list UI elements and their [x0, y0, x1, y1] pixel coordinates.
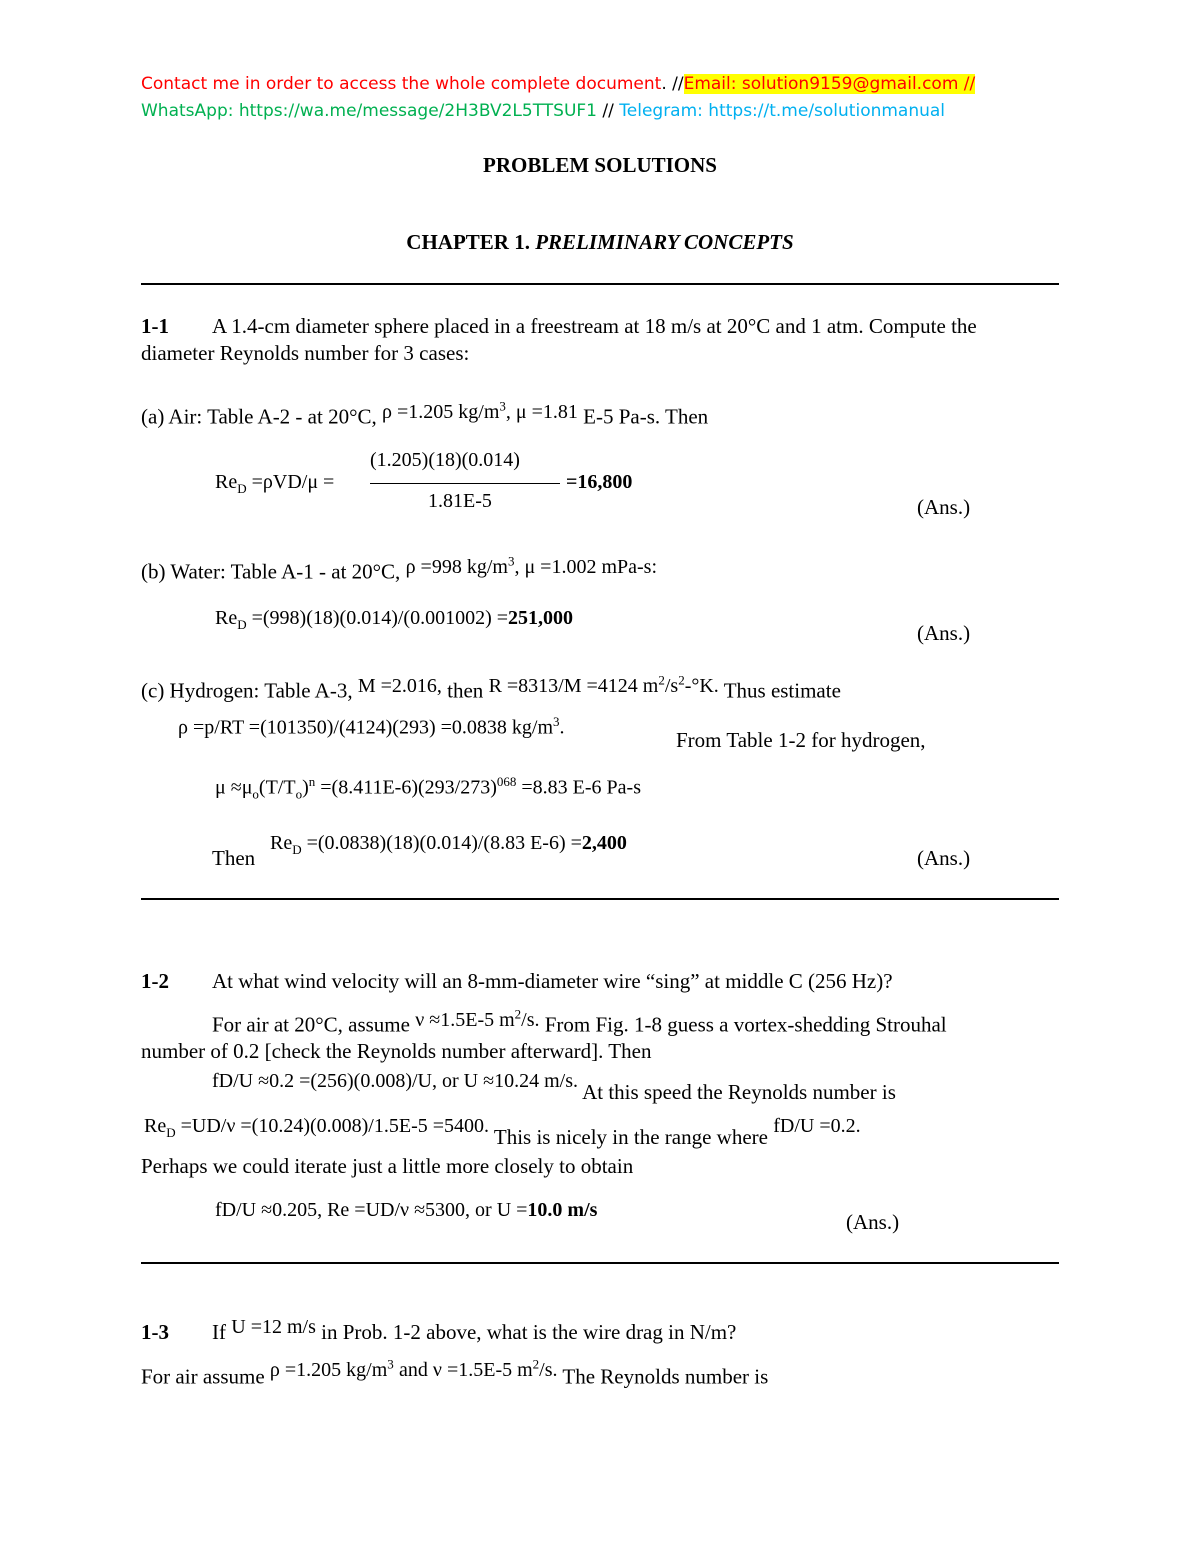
- part-a-tail: E-5 Pa-s. Then: [583, 404, 709, 429]
- re-symbol: Re: [270, 832, 293, 854]
- separator: . //: [661, 74, 684, 94]
- re-symbol: Re: [215, 471, 238, 493]
- unit: /s.: [521, 1008, 540, 1031]
- exponent: 3: [499, 398, 506, 413]
- p2-nu: [415, 1006, 540, 1031]
- p2-line-3: [212, 1068, 896, 1104]
- divider: [141, 283, 1059, 285]
- part-a-numerator: (1.205)(18)(0.014): [370, 449, 520, 471]
- telegram-link[interactable]: Telegram: https://t.me/solutionmanual: [619, 101, 946, 121]
- subscript: D: [166, 1125, 176, 1140]
- part-a-ans: (Ans.): [917, 495, 971, 519]
- rho-value: ρ =998 kg/m: [405, 555, 508, 578]
- exponent: 3: [507, 553, 515, 568]
- p2-reynolds-value: =UD/ν =(10.24)(0.008)/1.5E-5 =5400.: [175, 1115, 490, 1137]
- separator: //: [597, 101, 620, 121]
- unit-tail: -°K.: [684, 674, 719, 697]
- problem-1-1-number: 1-1: [141, 314, 169, 338]
- p3-question: in Prob. 1-2 above, what is the wire drag in N/m?: [321, 1320, 737, 1344]
- subscript: D: [237, 617, 247, 632]
- part-c-equation: [270, 832, 627, 858]
- part-b-ans: (Ans.): [917, 621, 971, 645]
- p2-line-4: [144, 1113, 861, 1149]
- part-a-line: [141, 398, 709, 430]
- part-a-equation: =ρVD/μ =: [251, 471, 335, 493]
- email-link[interactable]: Email: solution9159@gmail.com //: [683, 74, 976, 94]
- rho-equation: ρ =p/RT =(101350)/(4124)(293) =0.0838 kg/m: [178, 716, 553, 739]
- divider: [141, 898, 1059, 900]
- re-symbol: Re: [144, 1115, 167, 1137]
- gas-constant: [488, 672, 719, 697]
- p2-reynolds-text: At this speed the Reynolds number is: [582, 1080, 896, 1104]
- subscript: D: [237, 481, 247, 496]
- problem-1-1-statement-2: diameter Reynolds number for 3 cases:: [141, 341, 470, 365]
- part-b-result: 251,000: [508, 607, 574, 629]
- exponent: 2: [678, 672, 685, 687]
- mu-part: =(8.411E-6)(293/273): [315, 776, 497, 799]
- p2-range-text: This is nicely in the range where: [493, 1125, 768, 1149]
- unit: /s.: [539, 1358, 558, 1381]
- mu-value: , μ =1.81: [505, 400, 578, 423]
- problem-1-2-statement: At what wind velocity will an 8-mm-diameter wire “sing” at middle C (256 Hz)?: [212, 969, 893, 993]
- chapter-name: PRELIMINARY CONCEPTS: [535, 230, 794, 254]
- part-c-mu: [215, 774, 641, 803]
- problem-1-1-statement: A 1.4-cm diameter sphere placed in a freestream at 18 m/s at 20°C and 1 atm. Compute the: [212, 314, 977, 338]
- nu-value: ν ≈1.5E-5 m: [415, 1008, 515, 1031]
- subscript: o: [252, 786, 259, 802]
- re-symbol: Re: [215, 607, 238, 629]
- p3-line-1: [141, 1356, 769, 1390]
- part-c-expression: =(0.0838)(18)(0.014)/(8.83 E-6) =: [306, 832, 582, 854]
- p2-result: 10.0 m/s: [527, 1199, 598, 1221]
- exponent: 2: [532, 1356, 540, 1371]
- exponent: 068: [496, 774, 517, 789]
- part-b-line: [141, 553, 657, 585]
- part-a-rho: [382, 398, 578, 423]
- rho-value: ρ =1.205 kg/m: [382, 400, 500, 423]
- rho-value: ρ =1.205 kg/m: [269, 1358, 388, 1381]
- thus-text: Thus estimate: [723, 678, 841, 703]
- p3-assume: For air assume: [141, 1364, 265, 1389]
- p2-strouhal: From Fig. 1-8 guess a vortex-shedding Strouhal: [544, 1012, 947, 1037]
- exponent: n: [308, 774, 316, 789]
- if-text: If: [212, 1320, 226, 1344]
- part-c-rho: [178, 714, 565, 740]
- mu-part: ): [302, 776, 309, 799]
- p2-line-5: Perhaps we could iterate just a little more closely to obtain: [141, 1154, 634, 1178]
- nu-value: and ν =1.5E-5 m: [399, 1358, 533, 1381]
- part-c-ans: (Ans.): [917, 846, 971, 870]
- gas-constant-value: R =8313/M =4124 m: [488, 674, 659, 697]
- mu-value: , μ =1.002 mPa-s:: [514, 555, 657, 578]
- part-a-lhs: [215, 471, 334, 497]
- period: .: [559, 716, 565, 739]
- part-c-then: Then: [212, 846, 256, 870]
- p2-assume: For air at 20°C, assume: [212, 1012, 410, 1037]
- part-b-text: (b) Water: Table A-1 - at 20°C,: [141, 559, 401, 584]
- contact-text: Contact me in order to access the whole complete document: [141, 74, 662, 94]
- p2-line-6: [215, 1199, 597, 1222]
- p2-reynolds-eq: [144, 1115, 490, 1140]
- part-b-expression: =(998)(18)(0.014)/(0.001002) =: [251, 607, 509, 629]
- whatsapp-link[interactable]: WhatsApp: https://wa.me/message/2H3BV2L5TTSUF1: [141, 101, 597, 121]
- p2-fd-u: fD/U =0.2.: [773, 1115, 861, 1137]
- part-b-equation: [215, 607, 573, 633]
- exponent: 2: [658, 672, 665, 687]
- problem-1-3-statement: [212, 1316, 737, 1345]
- molar-mass: M =2.016,: [357, 674, 442, 697]
- mu-result: =8.83 E-6 Pa-s: [516, 776, 641, 799]
- part-a-denominator: 1.81E-5: [428, 490, 492, 512]
- p2-iterate-eq: fD/U ≈0.205, Re =UD/ν ≈5300, or U =: [215, 1199, 528, 1221]
- p2-line-2: number of 0.2 [check the Reynolds number afterward]. Then: [141, 1039, 652, 1063]
- exponent: 3: [387, 1356, 394, 1371]
- part-a-result: =16,800: [566, 471, 633, 493]
- divider: [141, 1262, 1059, 1264]
- mu-symbol: μ ≈μ: [215, 776, 253, 799]
- exponent: 3: [553, 714, 560, 729]
- problem-1-2-number: 1-2: [141, 969, 169, 993]
- chapter-label: CHAPTER 1.: [406, 230, 530, 254]
- part-c-line: [141, 672, 841, 704]
- exponent: 2: [514, 1006, 522, 1021]
- then-text: then: [447, 678, 484, 703]
- subscript: o: [295, 786, 303, 802]
- fraction-bar: [370, 483, 560, 484]
- header-line-2: [141, 101, 945, 121]
- part-c-result: 2,400: [581, 832, 627, 854]
- p2-line-1: [212, 1006, 947, 1038]
- part-c-text: (c) Hydrogen: Table A-3,: [141, 678, 353, 703]
- p3-nu: [399, 1356, 558, 1381]
- subscript: D: [292, 842, 302, 857]
- part-b-rho: [405, 553, 657, 578]
- page-title: PROBLEM SOLUTIONS: [483, 153, 717, 177]
- header-line-1: [141, 74, 975, 94]
- p2-velocity-eq: fD/U ≈0.2 =(256)(0.008)/U, or U ≈10.24 m/s.: [212, 1070, 578, 1092]
- p3-velocity: U =12 m/s: [231, 1316, 316, 1338]
- unit: /s: [664, 674, 679, 697]
- p3-rho: [269, 1356, 394, 1381]
- part-c-table-ref: From Table 1-2 for hydrogen,: [676, 728, 926, 752]
- chapter-heading: [0, 230, 1200, 255]
- p2-ans: (Ans.): [846, 1210, 900, 1234]
- problem-1-3-number: 1-3: [141, 1320, 169, 1344]
- part-a-text: (a) Air: Table A-2 - at 20°C,: [141, 404, 377, 429]
- p3-reynolds-text: The Reynolds number is: [562, 1364, 769, 1389]
- mu-part: (T/T: [258, 776, 296, 799]
